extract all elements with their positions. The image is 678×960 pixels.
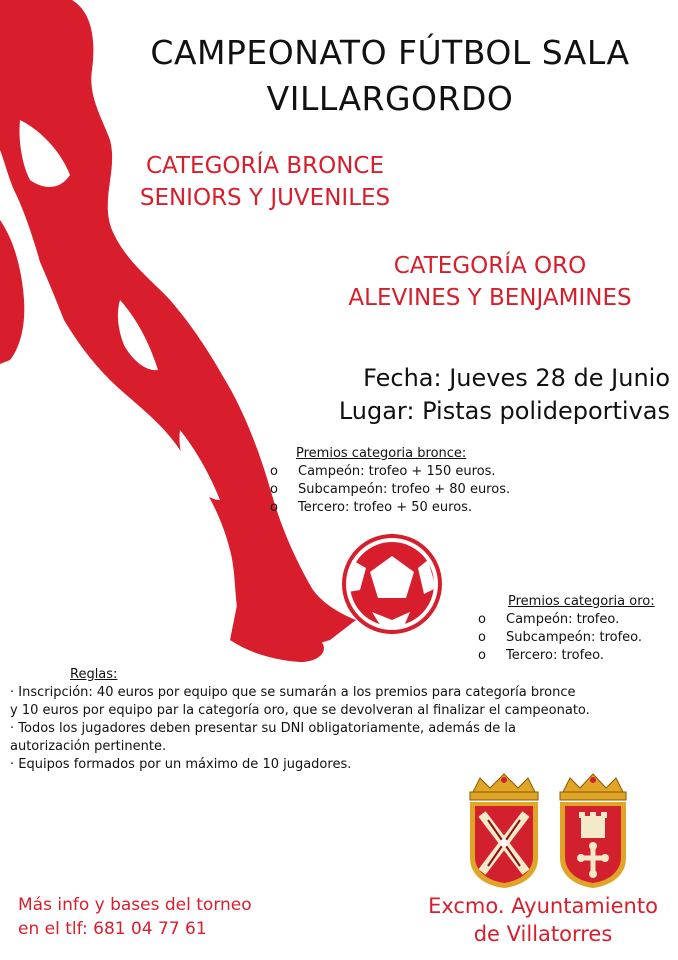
football-icon xyxy=(342,534,442,634)
prizes-bronce-heading: Premios categoria bronce: xyxy=(296,446,467,461)
prize-text: Campeón: trofeo. xyxy=(506,612,620,627)
list-item xyxy=(270,481,510,499)
category-bronce-subtitle: SENIORS Y JUVENILES xyxy=(139,185,391,211)
coat-of-arms-right-icon xyxy=(554,772,632,890)
bullet: o xyxy=(478,648,486,663)
bullet: o xyxy=(478,630,486,645)
category-oro-subtitle: ALEVINES Y BENJAMINES xyxy=(348,285,632,311)
bullet: o xyxy=(270,482,278,497)
bullet: o xyxy=(270,500,278,515)
rule-line: · Inscripción: 40 euros por equipo que se sumarán a los premios para categoría bronce xyxy=(10,685,576,700)
title-line-1: CAMPEONATO FÚTBOL SALA xyxy=(150,33,630,72)
prize-text: Campeón: trofeo + 150 euros. xyxy=(298,464,496,479)
prizes-bronce xyxy=(270,445,510,517)
rule-line: · Equipos formados por un máximo de 10 jugadores. xyxy=(10,757,352,772)
contact-line-1: Más info y bases del torneo xyxy=(18,895,252,915)
rule-line: autorización pertinente. xyxy=(10,739,167,754)
contact-phone: en el tlf: 681 04 77 61 xyxy=(18,919,207,939)
page-title xyxy=(110,30,670,122)
prizes-oro-heading: Premios categoria oro: xyxy=(508,594,655,609)
prize-text: Tercero: trofeo. xyxy=(506,648,605,663)
bullet: o xyxy=(270,464,278,479)
title-line-2: VILLARGORDO xyxy=(266,79,514,118)
rule-line: · Todos los jugadores deben presentar su DNI obligatoriamente, además de la xyxy=(10,721,516,736)
bullet: o xyxy=(478,612,486,627)
contact-info xyxy=(18,893,318,941)
prize-text: Subcampeón: trofeo. xyxy=(506,630,643,645)
organizer xyxy=(418,892,668,948)
event-location: Lugar: Pistas polideportivas xyxy=(338,397,670,425)
event-details xyxy=(270,362,678,428)
organizer-line-1: Excmo. Ayuntamiento xyxy=(428,894,658,918)
coat-of-arms-left-icon xyxy=(462,772,546,890)
category-bronce-title: CATEGORÍA BRONCE xyxy=(146,153,384,179)
prizes-oro xyxy=(478,593,655,665)
rules-heading: Reglas: xyxy=(70,667,118,682)
rule-line: y 10 euros por equipo par la categoría oro, que se devolveran al finalizar el campeonato. xyxy=(10,703,590,718)
list-item xyxy=(478,611,655,629)
category-oro xyxy=(290,250,678,314)
prize-text: Subcampeón: trofeo + 80 euros. xyxy=(298,482,511,497)
rules-section xyxy=(10,666,660,774)
list-item xyxy=(478,647,655,665)
category-bronce xyxy=(100,150,430,214)
organizer-line-2: de Villatorres xyxy=(473,922,613,946)
prize-text: Tercero: trofeo + 50 euros. xyxy=(298,500,473,515)
prizes-oro-list xyxy=(478,611,655,665)
list-item xyxy=(270,499,510,517)
prizes-bronce-list xyxy=(270,463,510,517)
list-item xyxy=(478,629,655,647)
event-date: Fecha: Jueves 28 de Junio xyxy=(363,364,670,392)
list-item xyxy=(270,463,510,481)
category-oro-title: CATEGORÍA ORO xyxy=(393,253,587,279)
